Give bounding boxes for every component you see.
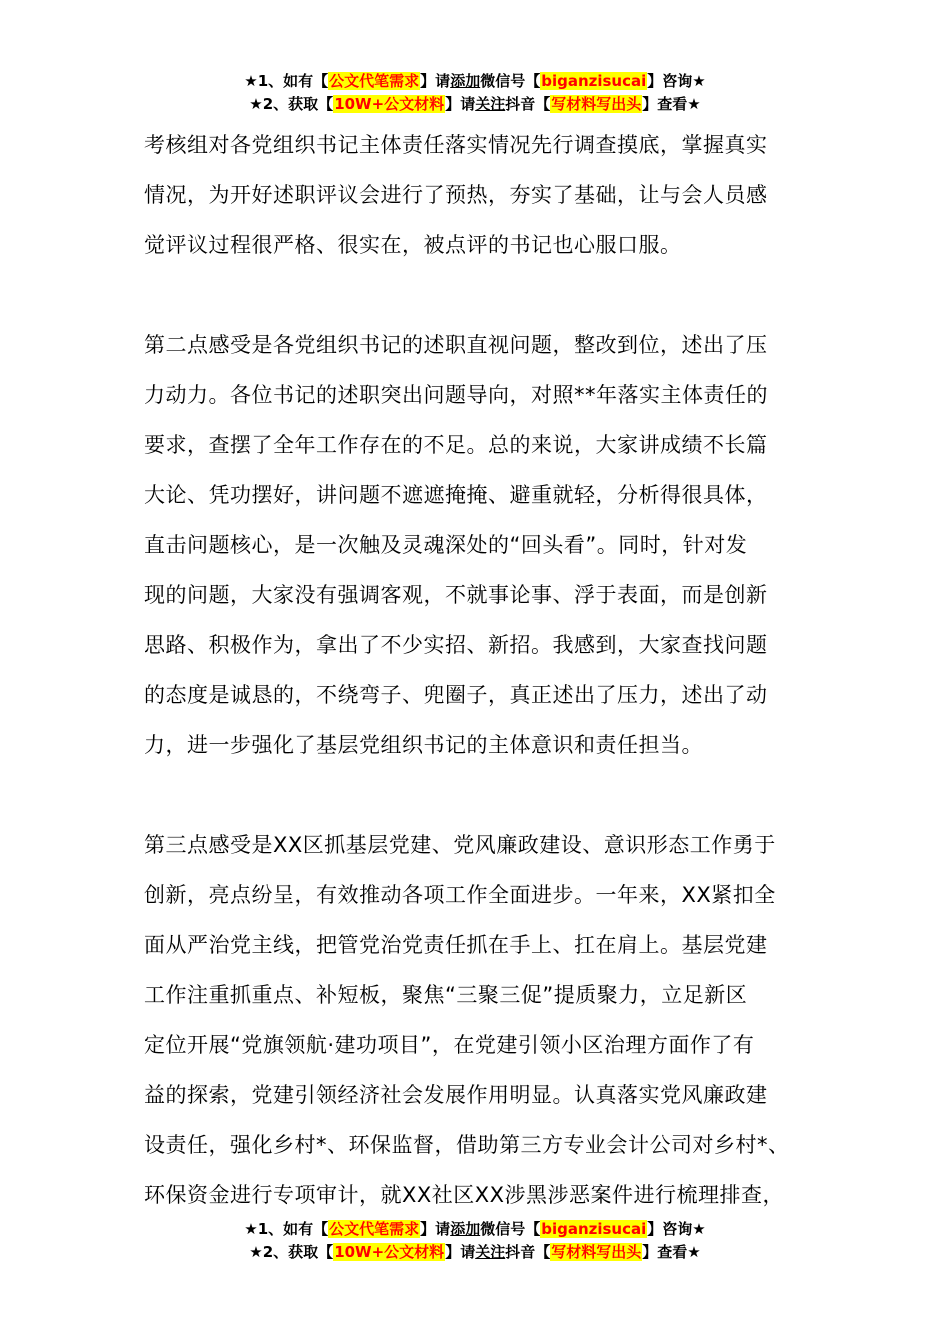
text-line: 大论、凭功摆好，讲问题不遮遮掩掩、避重就轻，分析得很具体，: [144, 483, 768, 507]
text-line: 面从严治党主线，把管党治党责任抓在手上、扛在肩上。基层党建: [144, 933, 768, 957]
banner-text: 】咨询★: [647, 1220, 706, 1238]
banner-text: 】请: [445, 95, 476, 113]
banner-text: 】查看★: [642, 1243, 701, 1261]
banner-text: 】请: [420, 72, 451, 90]
text-line: 第二点感受是各党组织书记的述职直视问题，整改到位，述出了压: [144, 333, 768, 357]
text-line: 要求，查摆了全年工作存在的不足。总的来说，大家讲成绩不长篇: [144, 433, 768, 457]
banner-text: 】请: [445, 1243, 476, 1261]
banner-line-2: [0, 1241, 950, 1264]
paragraph-gap: [144, 770, 809, 820]
banner-text: 】咨询★: [647, 72, 706, 90]
text-line: 情况，为开好述职评议会进行了预热，夯实了基础，让与会人员感: [144, 183, 768, 207]
text-line: 力，进一步强化了基层党组织书记的主体意识和责任担当。: [144, 733, 703, 757]
text-line: 直击问题核心，是一次触及灵魂深处的“回头看”。同时，针对发: [144, 533, 748, 557]
banner-text: 微信号【: [480, 1220, 541, 1238]
paragraph-1: [144, 120, 809, 270]
text-line: 环保资金进行专项审计，就XX社区XX涉黑涉恶案件进行梳理排查，: [144, 1183, 785, 1207]
banner-text: 】请: [420, 1220, 451, 1238]
banner-line-2: [0, 93, 950, 116]
underlined-word: 添加: [450, 72, 481, 90]
text-line: 现的问题，大家没有强调客观，不就事论事、浮于表面，而是创新: [144, 583, 768, 607]
highlight-douyin-account: 写材料写出头: [551, 95, 642, 113]
text-line: 定位开展“党旗领航·建功项目”，在党建引领小区治理方面作了有: [144, 1033, 755, 1057]
banner-line-1: [0, 1218, 950, 1241]
highlight-materials: 10W+公文材料: [334, 95, 445, 113]
banner-text: ★2、获取【: [249, 1243, 334, 1261]
highlight-wechat-id: biganzisucai: [541, 72, 647, 90]
paragraph-3: [144, 820, 809, 1220]
banner-text: 抖音【: [505, 1243, 551, 1261]
bottom-banner: [0, 1218, 950, 1264]
text-line: 创新，亮点纷呈，有效推动各项工作全面进步。一年来，XX紧扣全: [144, 883, 776, 907]
text-line: 觉评议过程很严格、很实在，被点评的书记也心服口服。: [144, 233, 682, 257]
text-line: 益的探索，党建引领经济社会发展作用明显。认真落实党风廉政建: [144, 1083, 768, 1107]
banner-line-1: [0, 70, 950, 93]
text-line: 力动力。各位书记的述职突出问题导向，对照**年落实主体责任的: [144, 383, 768, 407]
text-line: 第三点感受是XX区抓基层党建、党风廉政建设、意识形态工作勇于: [144, 833, 776, 857]
text-line: 思路、积极作为，拿出了不少实招、新招。我感到，大家查找问题: [144, 633, 768, 657]
banner-text: 抖音【: [505, 95, 551, 113]
highlight-wechat-id: biganzisucai: [541, 1220, 647, 1238]
paragraph-gap: [144, 270, 809, 320]
text-line: 工作注重抓重点、补短板，聚焦“三聚三促”提质聚力，立足新区: [144, 983, 748, 1007]
text-line: 设责任，强化乡村*、环保监督，借助第三方专业会计公司对乡村*、: [144, 1133, 790, 1157]
underlined-word: 添加: [450, 1220, 481, 1238]
underlined-word: 关注: [475, 95, 506, 113]
top-banner: [0, 70, 950, 116]
text-line: 考核组对各党组织书记主体责任落实情况先行调查摸底，掌握真实: [144, 133, 768, 157]
banner-text: ★1、如有【: [244, 72, 329, 90]
highlight-service: 公文代笔需求: [329, 72, 420, 90]
highlight-service: 公文代笔需求: [329, 1220, 420, 1238]
highlight-materials: 10W+公文材料: [334, 1243, 445, 1261]
banner-text: ★2、获取【: [249, 95, 334, 113]
banner-text: ★1、如有【: [244, 1220, 329, 1238]
banner-text: 】查看★: [642, 95, 701, 113]
underlined-word: 关注: [475, 1243, 506, 1261]
text-line: 的态度是诚恳的，不绕弯子、兜圈子，真正述出了压力，述出了动: [144, 683, 768, 707]
document-body: [144, 120, 809, 1220]
banner-text: 微信号【: [480, 72, 541, 90]
paragraph-2: [144, 320, 809, 770]
highlight-douyin-account: 写材料写出头: [551, 1243, 642, 1261]
